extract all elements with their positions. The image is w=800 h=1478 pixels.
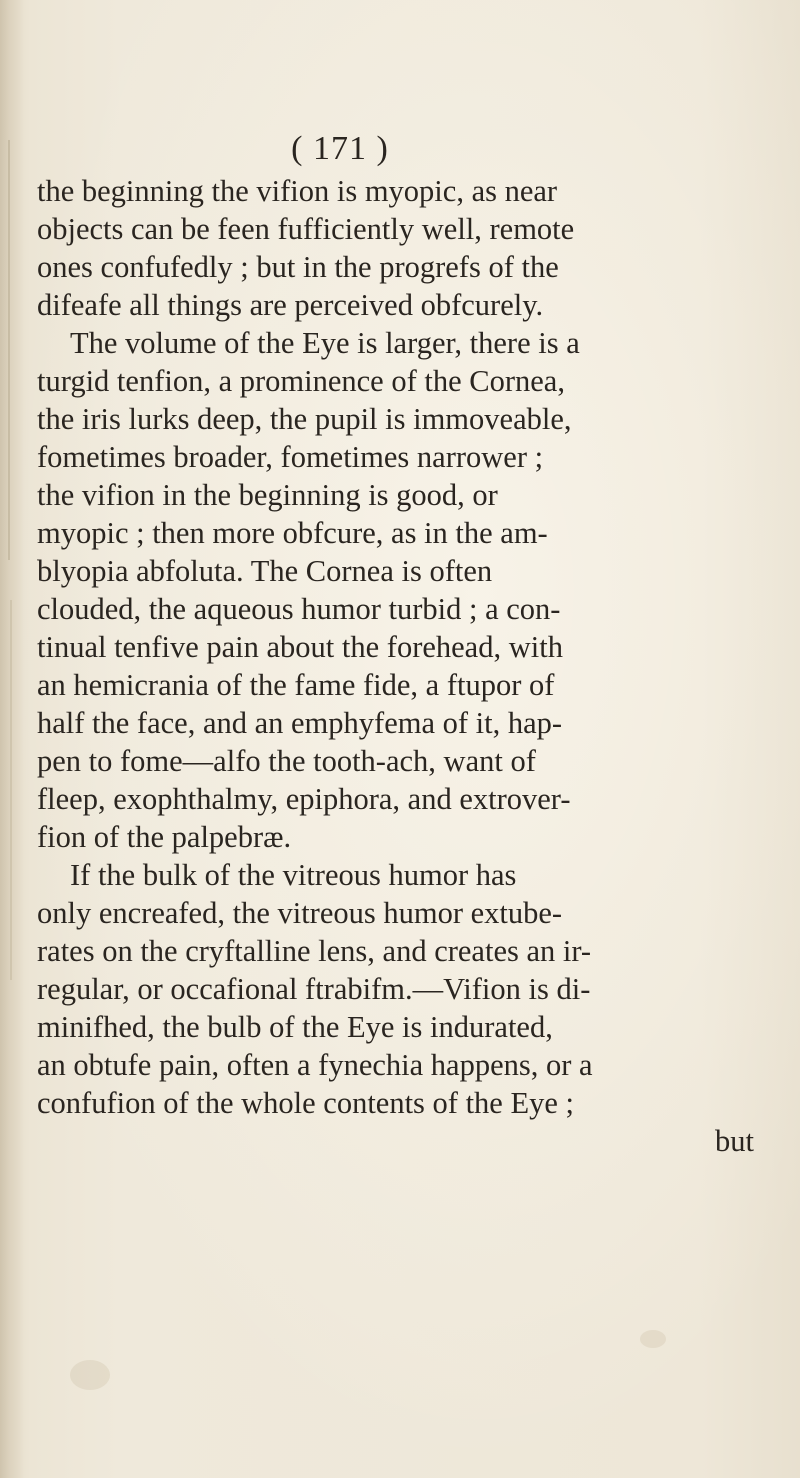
text-line: tinual tenfive pain about the forehead, with xyxy=(37,630,563,664)
text-line: regular, or occafional ftrabifm.—Vifion is di- xyxy=(37,972,591,1006)
catchword: but xyxy=(715,1124,754,1158)
text-line: minifhed, the bulb of the Eye is indurated, xyxy=(37,1010,553,1044)
text-line: The volume of the Eye is larger, there is a xyxy=(70,326,580,360)
text-line: pen to fome—alfo the tooth-ach, want of xyxy=(37,744,536,778)
text-line: blyopia abfoluta. The Cornea is often xyxy=(37,554,493,588)
text-line: an obtufe pain, often a fynechia happens, or a xyxy=(37,1048,593,1082)
text-line: the iris lurks deep, the pupil is immoveable, xyxy=(37,402,572,436)
text-line: If the bulk of the vitreous humor has xyxy=(70,858,517,892)
text-line: fleep, exophthalmy, epiphora, and extrover- xyxy=(37,782,571,816)
text-line: confufion of the whole contents of the Eye ; xyxy=(37,1086,574,1120)
text-line: myopic ; then more obfcure, as in the am- xyxy=(37,516,548,550)
text-line: objects can be feen fufficiently well, remote xyxy=(37,212,575,246)
text-line: rates on the cryftalline lens, and creates an ir- xyxy=(37,934,592,968)
page-gutter xyxy=(0,0,24,1478)
text-line: an hemicrania of the fame fide, a ftupor of xyxy=(37,668,555,702)
paper-stain xyxy=(640,1330,666,1348)
text-line: turgid tenfion, a prominence of the Cornea, xyxy=(37,364,565,398)
text-line: fometimes broader, fometimes narrower ; xyxy=(37,440,544,474)
text-line: clouded, the aqueous humor turbid ; a con- xyxy=(37,592,561,626)
gutter-line xyxy=(8,140,10,560)
text-line: difeafe all things are perceived obfcurely. xyxy=(37,288,544,322)
text-line: the beginning the vifion is myopic, as near xyxy=(37,174,558,208)
gutter-line xyxy=(10,600,12,980)
text-line: half the face, and an emphyfema of it, hap- xyxy=(37,706,563,740)
paper-stain xyxy=(70,1360,110,1390)
page-number: ( 171 ) xyxy=(291,130,389,167)
text-line: ones confufedly ; but in the progrefs of the xyxy=(37,250,559,284)
text-line: the vifion in the beginning is good, or xyxy=(37,478,498,512)
text-line: only encreafed, the vitreous humor extube- xyxy=(37,896,563,930)
text-line: fion of the palpebræ. xyxy=(37,820,292,854)
